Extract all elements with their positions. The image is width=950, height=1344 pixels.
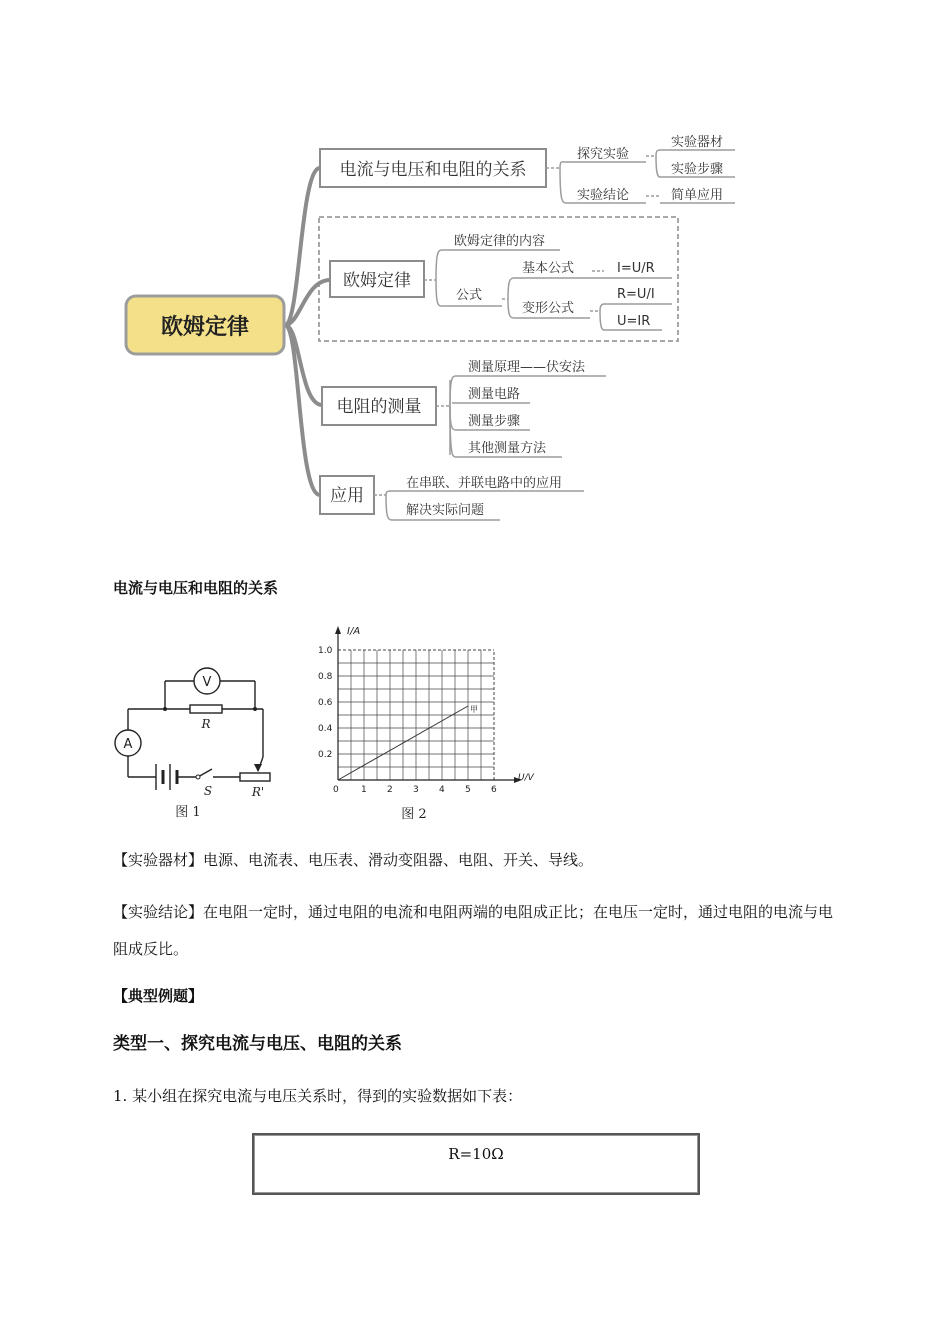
y-tick-label: 0.8 — [318, 672, 333, 682]
switch-label: S — [203, 784, 213, 798]
variant-formula-1: R=U/I — [617, 287, 655, 302]
table-header-cell: R=10Ω — [448, 1145, 504, 1163]
y-axis-label: I/A — [347, 626, 361, 637]
root-label: 欧姆定律 — [160, 315, 250, 340]
graph-grid — [338, 650, 494, 780]
iu-graph — [310, 620, 550, 825]
data-table — [252, 1133, 700, 1195]
branch-3-item-1: 测量原理——伏安法 — [468, 360, 586, 375]
x-tick-label: 2 — [387, 785, 393, 795]
conclusion-paragraph: 【实验结论】在电阻一定时，通过电阻的电流和电阻两端的电阻成正比；在电压一定时，通过电阻的电流与电阻成反比。 — [113, 903, 834, 958]
figure-1-caption: 图 1 — [175, 805, 201, 820]
rheostat-symbol — [240, 773, 270, 781]
y-tick-label: 1.0 — [318, 646, 333, 656]
section-heading: 电流与电压和电阻的关系 — [113, 579, 279, 597]
resistor-label: R — [201, 717, 211, 731]
basic-formula-label: 基本公式 — [522, 261, 575, 276]
examples-heading: 【典型例题】 — [113, 987, 204, 1005]
question-text: 1. 某小组在探究电流与电压关系时，得到的实验数据如下表： — [113, 1087, 523, 1105]
branch-4-label: 应用 — [330, 486, 364, 506]
point-label: 甲 — [470, 705, 478, 714]
x-tick-label: 0 — [333, 785, 339, 795]
basic-formula: I=U/R — [617, 261, 655, 276]
x-tick-label: 5 — [465, 785, 471, 795]
rheostat-label: R' — [251, 785, 265, 799]
branch-4-item-2: 解决实际问题 — [406, 503, 485, 518]
y-tick-label: 0.4 — [318, 724, 333, 734]
branch-3-item-3: 测量步骤 — [468, 414, 521, 429]
equipment-paragraph: 【实验器材】电源、电流表、电压表、滑动变阻器、电阻、开关、导线。 — [113, 851, 594, 869]
x-tick-label: 4 — [439, 785, 445, 795]
branch-1-sub-2-item-1: 简单应用 — [671, 188, 724, 203]
y-tick-label: 0.6 — [318, 698, 333, 708]
resistor-symbol — [190, 705, 222, 713]
branch-3-item-4: 其他测量方法 — [468, 441, 547, 456]
figure-2-caption: 图 2 — [401, 807, 427, 822]
voltmeter-label: V — [202, 675, 212, 690]
branch-2-item-1: 欧姆定律的内容 — [454, 234, 546, 249]
branch-2-label: 欧姆定律 — [343, 271, 411, 291]
x-tick-label: 6 — [491, 785, 497, 795]
branch-1-sub-2: 实验结论 — [577, 188, 630, 203]
variant-formula-2: U=IR — [617, 314, 651, 329]
x-tick-label: 3 — [413, 785, 419, 795]
branch-1-sub-1: 探究实验 — [577, 147, 630, 162]
branch-3-item-2: 测量电路 — [468, 387, 521, 402]
x-tick-label: 1 — [361, 785, 367, 795]
mind-map — [0, 0, 950, 540]
ammeter-label: A — [123, 737, 133, 752]
branch-1-sub-1-item-2: 实验步骤 — [671, 162, 724, 177]
branch-3-label: 电阻的测量 — [336, 397, 422, 417]
branch-1-label: 电流与电压和电阻的关系 — [339, 160, 527, 180]
x-axis-label: U/V — [518, 773, 534, 783]
variant-formula-label: 变形公式 — [522, 301, 575, 316]
branch-2-item-2: 公式 — [456, 288, 483, 303]
y-tick-label: 0.2 — [318, 750, 333, 760]
type-heading: 类型一、探究电流与电压、电阻的关系 — [113, 1034, 402, 1054]
circuit-figure — [108, 660, 288, 820]
branch-4-item-1: 在串联、并联电路中的应用 — [406, 476, 563, 491]
branch-1-sub-1-item-1: 实验器材 — [671, 135, 724, 150]
